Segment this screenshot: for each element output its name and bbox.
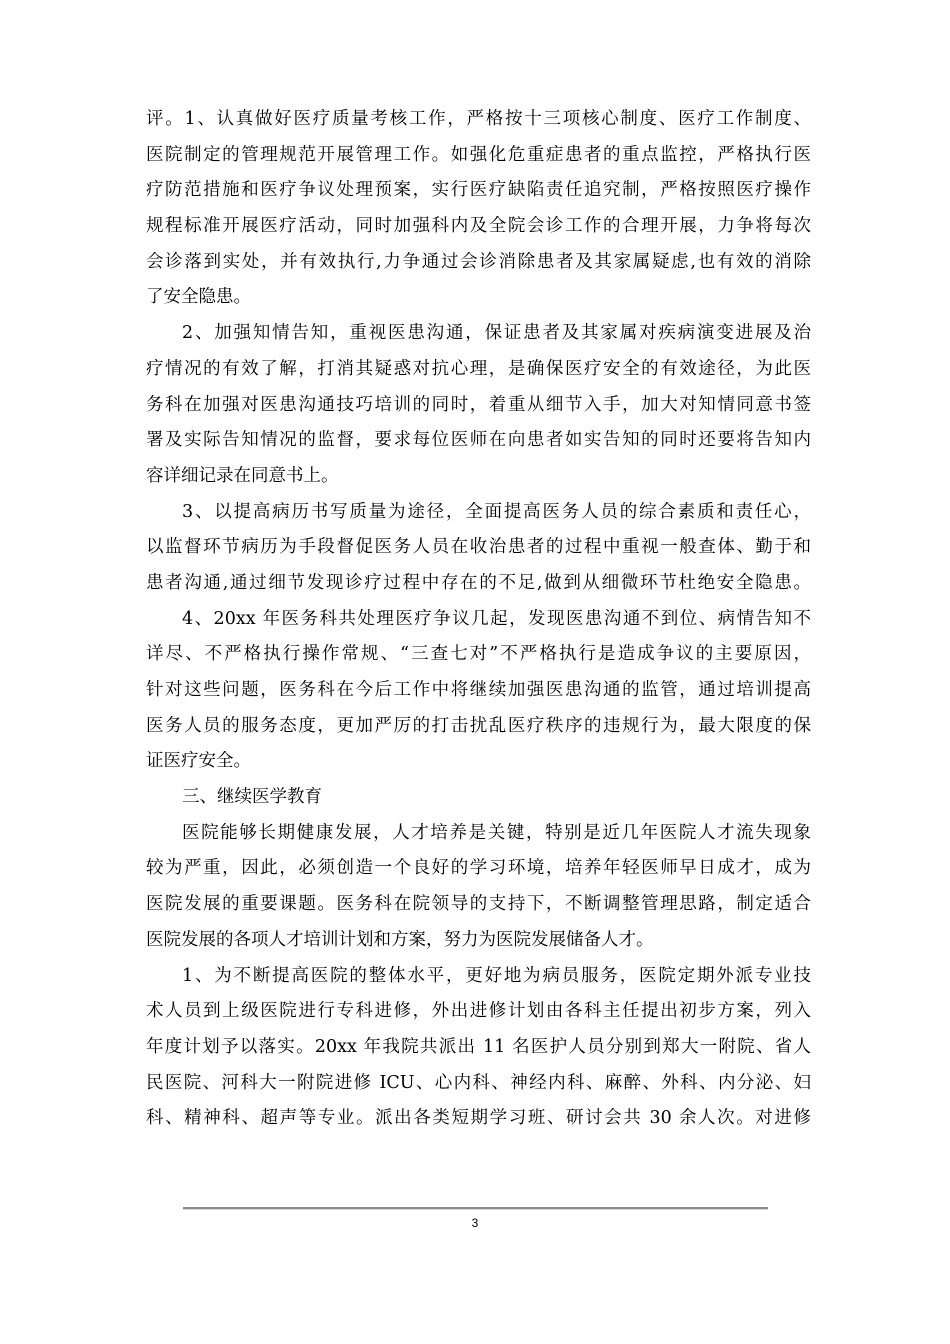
text-line: 容详细记录在同意书上。 — [146, 465, 339, 486]
text-line: 科、精神科、超声等专业。派出各类短期学习班、研讨会共 30 余人次。对进修 — [146, 1108, 811, 1129]
text-line: 会诊落到实处，并有效执行,力争通过会诊消除患者及其家属疑虑,也有效的消除 — [146, 251, 811, 272]
text-line: 以监督环节病历为手段督促医务人员在收治患者的过程中重视一般查体、勤于和 — [146, 537, 811, 558]
footer-divider — [183, 1207, 768, 1210]
text-line: 了安全隐患。 — [146, 287, 251, 308]
text-line: 务科在加强对医患沟通技巧培训的同时，着重从细节入手，加大对知情同意书签 — [146, 394, 811, 415]
text-line: 医务人员的服务态度，更加严厉的打击扰乱医疗秩序的违规行为，最大限度的保 — [146, 715, 811, 736]
text-line: 署及实际告知情况的监督，要求每位医师在向患者如实告知的同时还要将告知内 — [146, 430, 811, 451]
text-line: 3、以提高病历书写质量为途径，全面提高医务人员的综合素质和责任心， — [182, 501, 811, 522]
text-line: 1、为不断提高医院的整体水平，更好地为病员服务，医院定期外派专业技 — [182, 965, 811, 986]
text-line: 较为严重，因此，必须创造一个良好的学习环境，培养年轻医师早日成才，成为 — [146, 858, 811, 879]
section-heading: 三、继续医学教育 — [182, 787, 322, 808]
text-line: 民医院、河科大一附院进修 ICU、心内科、神经内科、麻醉、外科、内分泌、妇 — [146, 1072, 811, 1093]
text-line: 证医疗安全。 — [146, 751, 251, 772]
page-number: 3 — [471, 1216, 479, 1230]
text-line: 医院制定的管理规范开展管理工作。如强化危重症患者的重点监控，严格执行医 — [146, 144, 811, 165]
text-line: 详尽、不严格执行操作常规、“三查七对”不严格执行是造成争议的主要原因， — [146, 644, 811, 665]
text-line: 疗情况的有效了解，打消其疑惑对抗心理，是确保医疗安全的有效途径，为此医 — [146, 358, 811, 379]
text-line: 年度计划予以落实。20xx 年我院共派出 11 名医护人员分别到郑大一附院、省人 — [146, 1036, 811, 1057]
text-line: 针对这些问题，医务科在今后工作中将继续加强医患沟通的监管，通过培训提高 — [146, 680, 811, 700]
text-line: 2、加强知情告知，重视医患沟通，保证患者及其家属对疾病演变进展及治 — [182, 323, 811, 344]
document-body — [146, 102, 811, 1137]
text-line: 医院发展的各项人才培训计划和方案，努力为医院发展储备人才。 — [146, 929, 654, 950]
text-line: 评。1、认真做好医疗质量考核工作，严格按十三项核心制度、医疗工作制度、 — [146, 109, 811, 129]
text-line: 术人员到上级医院进行专科进修，外出进修计划由各科主任提出初步方案，列入 — [146, 1001, 811, 1022]
text-line: 疗防范措施和医疗争议处理预案，实行医疗缺陷责任追究制，严格按照医疗操作 — [146, 180, 811, 201]
text-line: 医院能够长期健康发展，人才培养是关键，特别是近几年医院人才流失现象 — [182, 822, 811, 843]
text-line: 规程标准开展医疗活动，同时加强科内及全院会诊工作的合理开展，力争将每次 — [146, 216, 811, 237]
text-line: 4、20xx 年医务科共处理医疗争议几起，发现医患沟通不到位、病情告知不 — [182, 608, 811, 629]
text-line: 医院发展的重要课题。医务科在院领导的支持下，不断调整管理思路，制定适合 — [146, 894, 811, 915]
text-line: 患者沟通,通过细节发现诊疗过程中存在的不足,做到从细微环节杜绝安全隐患。 — [146, 572, 811, 593]
